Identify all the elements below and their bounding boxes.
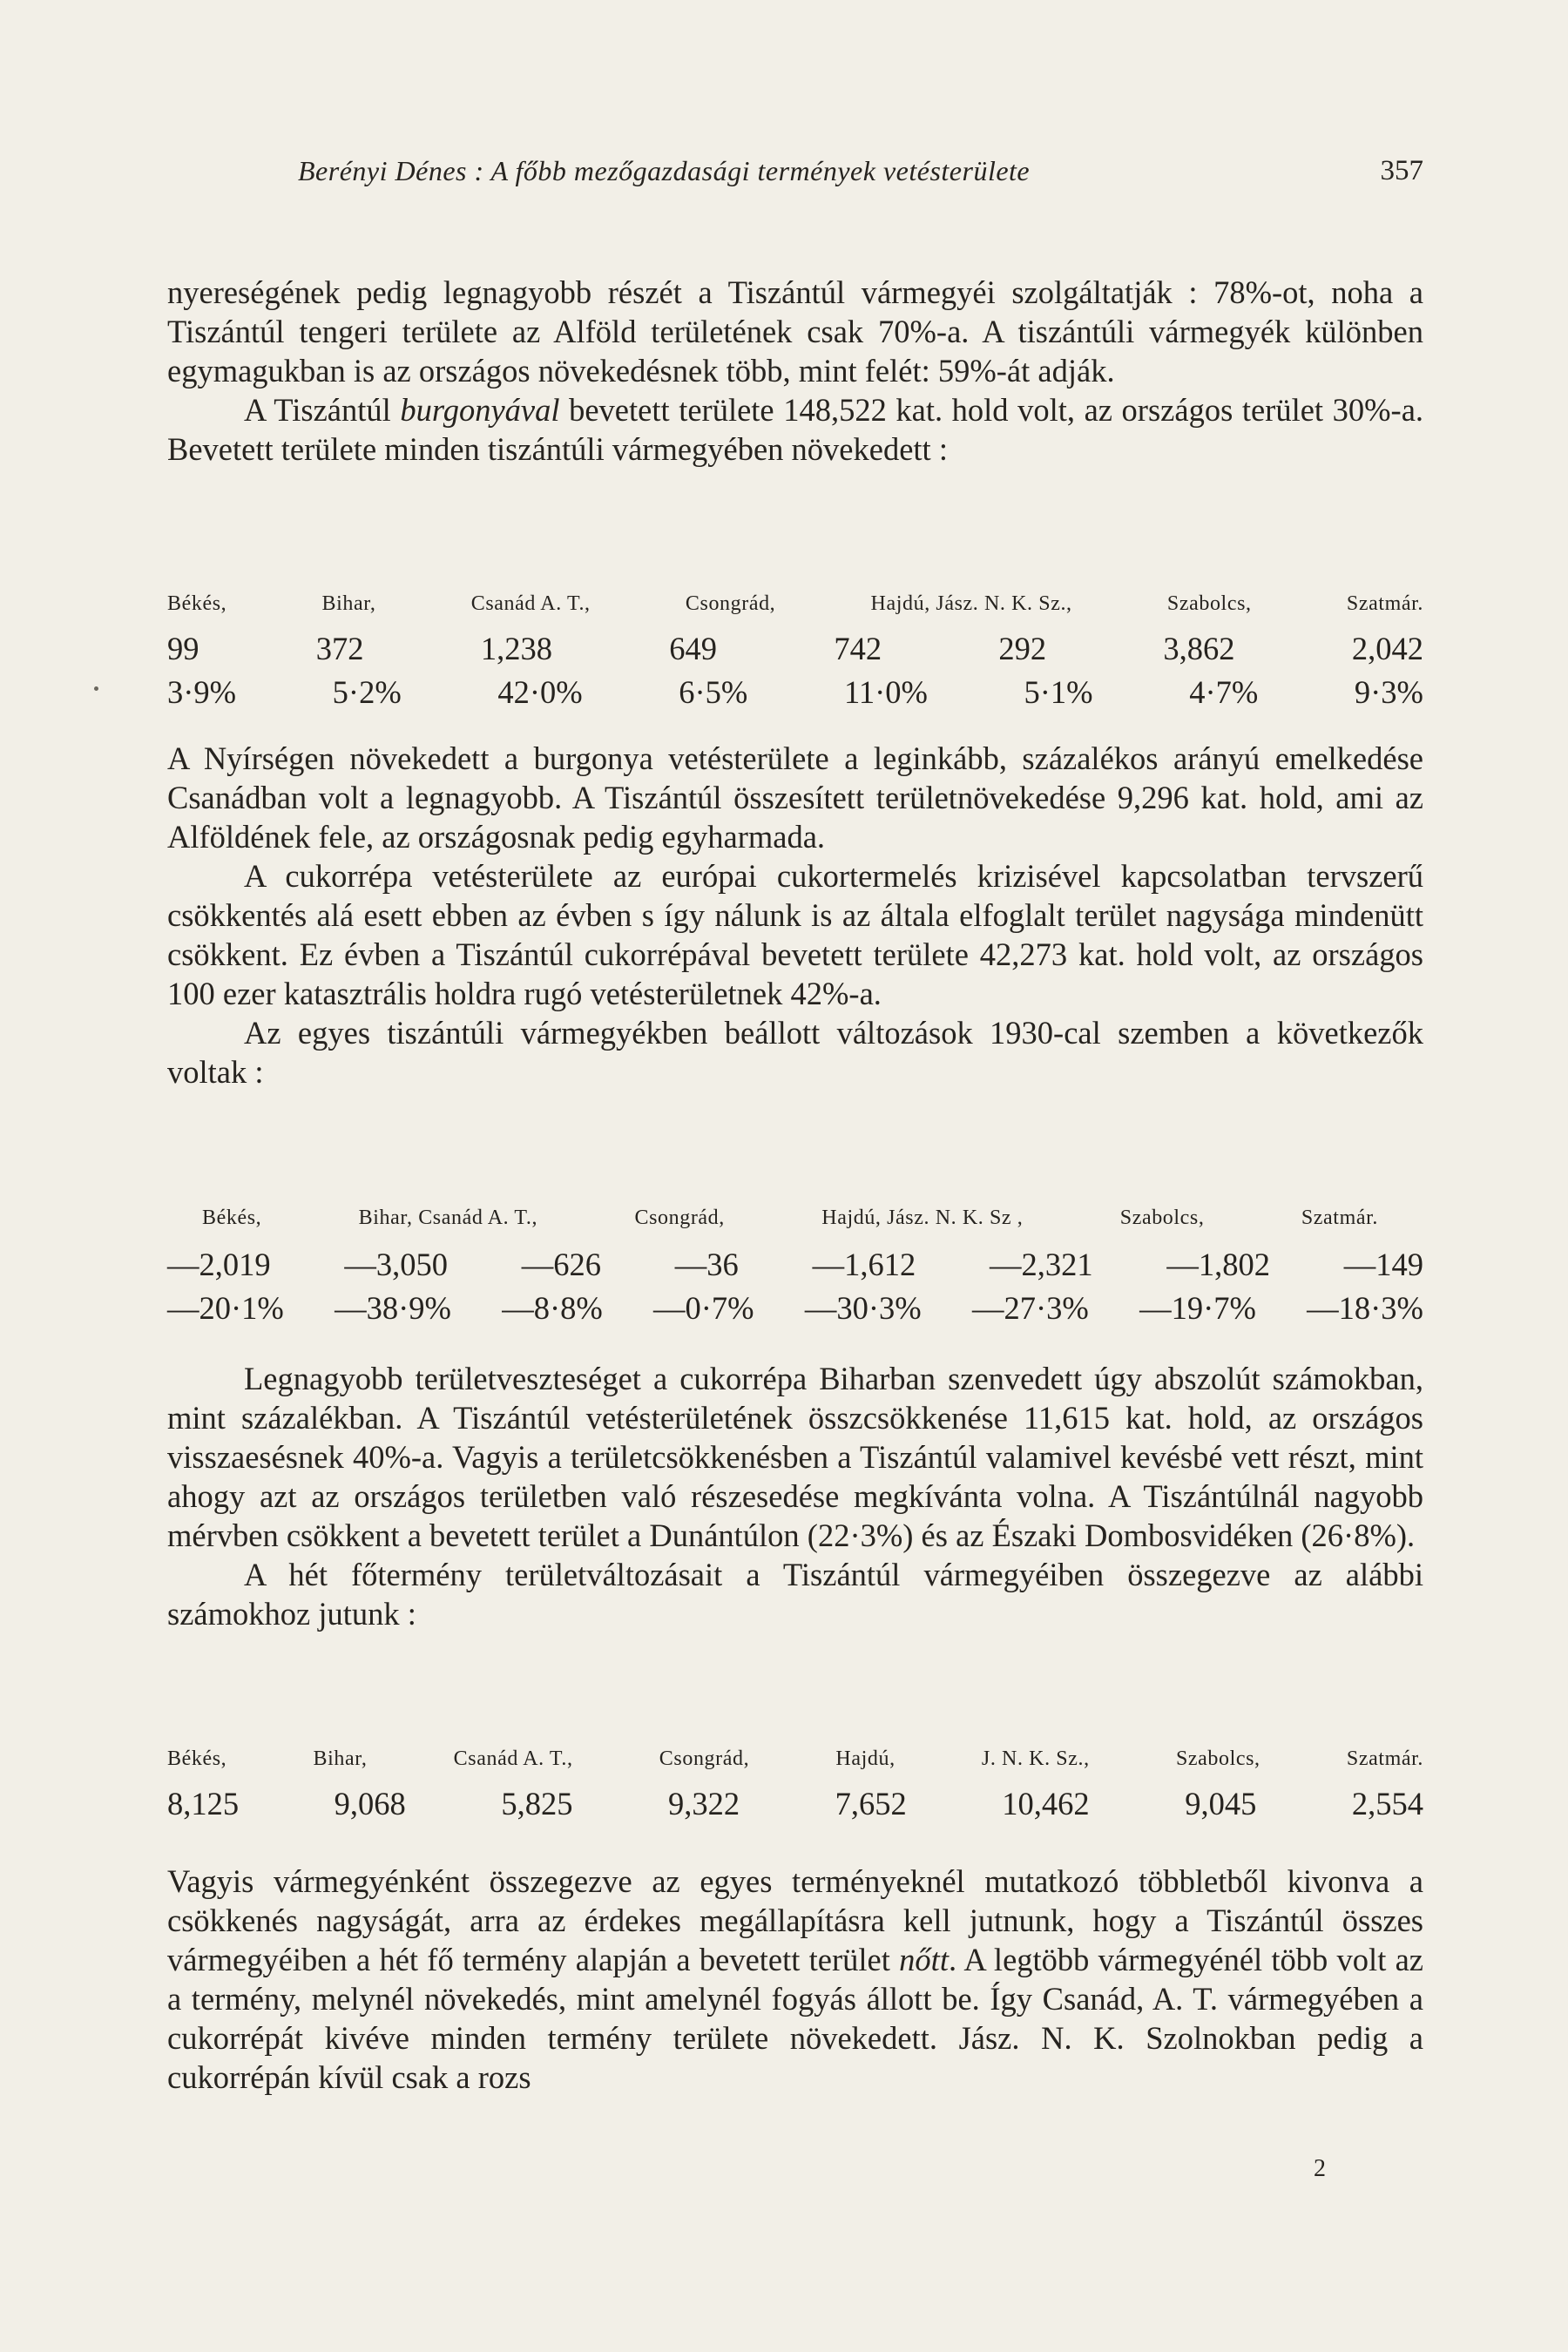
table-value-cell: 9,045 [1185,1786,1257,1821]
paragraph-1-text: nyereségének pedig legnagyobb részét a Tiszántúl vármegyéi szolgáltatják : 78%-ot, noha a Tiszántúl tengeri területe az Alföld területének csak 70%-a. A tiszántúli vármegyék különben egymagukban is az országos növekedésnek több, mint felét: 59%-át adják. [167,274,1423,389]
table-header-cell: Szatmár. [1346,1747,1423,1770]
table-percent-cell: —19·7% [1139,1290,1256,1326]
table-potato-value-row [167,630,1423,673]
table-potato-header-row [167,592,1423,616]
paragraph-6 [167,1359,1423,1633]
paragraph-6-text: Legnagyobb területveszteséget a cukorrépa Biharban szenvedett úgy abszolút számokban, mint százalékban. A Tiszántúl vetésterületének összcsökkenése 11,615 kat. hold, az országos visszaesésnek 40%-a. Vagyis a területcsökkenésben a Tiszántúl valamivel kevésbé vett részt, mint ahogy azt az országos területben való részesedése megkívánta volna. A Tiszántúlnál nagyobb mérvben csökkent a bevetett terület a Dunántúlon (22·3%) és az Északi Dombosvidéken (26·8%). [167,1361,1423,1553]
running-header [167,155,1423,193]
table-value-cell: 99 [167,631,199,666]
table-value-cell: —36 [674,1247,739,1282]
table-value-cell: —1,612 [812,1247,916,1282]
paragraph-8-emphasis: nőtt [899,1942,949,1977]
table-header-cell: Csongrád, [634,1206,725,1229]
table-header-cell: Bihar, [321,592,376,615]
table-header-cell: Csanád A. T., [470,592,591,615]
table-header-cell: Csongrád, [685,592,776,615]
table-percent-cell: —27·3% [971,1290,1089,1326]
paragraph-2 [167,390,1423,469]
table-value-cell: 2,554 [1351,1786,1423,1821]
table-header-cell: Bihar, [313,1747,368,1770]
margin-mark [94,686,98,691]
paragraph-5 [167,1013,1423,1092]
table-header-cell: Hajdú, [835,1747,896,1770]
table-potato [167,592,1423,717]
paragraph-2-pre: A Tiszántúl [244,392,391,428]
table-percent-cell: 42·0% [497,674,583,710]
table-header-cell: Szatmár. [1346,592,1423,615]
table-percent-cell: 4·7% [1189,674,1259,710]
table-value-cell: 292 [998,631,1047,666]
table-value-cell: 7,652 [835,1786,907,1821]
table-value-cell: 9,322 [667,1786,740,1821]
table-value-cell: 5,825 [501,1786,573,1821]
table-value-cell: —2,321 [989,1247,1093,1282]
table-percent-cell: 3·9% [167,674,237,710]
table-value-cell: 3,862 [1163,631,1235,666]
table-header-cell: J. N. K. Sz., [981,1747,1090,1770]
paragraph-3-text: A Nyírségen növekedett a burgonya vetésterülete a leginkább, százalékos arányú emelkedése Csanádban volt a legnagyobb. A Tiszántúl összesített területnövekedése 9,296 kat. hold, ami az Alföldének fele, az országosnak pedig egyharmada. [167,740,1423,855]
running-title: Berényi Dénes : A főbb mezőgazdasági termények vetésterülete [298,155,1031,186]
table-header-cell: Bihar, Csanád A. T., [358,1206,538,1229]
table-value-cell: —149 [1343,1247,1423,1282]
paragraph-8 [167,1862,1423,2097]
paragraph-3 [167,739,1423,1092]
table-value-cell: 2,042 [1351,631,1423,666]
table-value-cell: —3,050 [344,1247,449,1282]
table-header-cell: Hajdú, Jász. N. K. Sz , [821,1206,1024,1229]
paragraph-8-post: . A legtöbb vármegyénél több volt az a termény, melynél növekedés, mint amelynél fogyás állott be. Így Csanád, A. T. vármegyében a cukorrépát kivéve minden termény területe növekedett. Jász. N. K. Szolnokban pedig a cukorrépán kívül csak a rozs [167,1942,1424,2095]
paragraph-4-text: A cukorrépa vetésterülete az európai cukortermelés krizisével kapcsolatban tervszerű csökkentés alá esett ebben az évben s így nálunk is az általa elfoglalt terület nagysága mindenütt csökkent. Ez évben a Tiszántúl cukorrépával bevetett területe 42,273 kat. hold volt, az országos 100 ezer katasztrális holdra rugó vetésterületnek 42%-a. [167,858,1423,1011]
table-header-cell: Csanád A. T., [453,1747,573,1770]
paragraph-7 [167,1555,1423,1633]
table-value-cell: 8,125 [167,1786,240,1821]
table-value-cell: 649 [669,631,718,666]
paragraph-2-emphasis: burgonyával [400,392,560,428]
table-percent-cell: 9·3% [1354,674,1423,710]
table-header-cell: Szabolcs, [1166,592,1252,615]
table-sugarbeet-value-row [167,1246,1423,1289]
table-summary-header-row [167,1747,1423,1771]
paragraph-4 [167,856,1423,1013]
table-header-cell: Hajdú, Jász. N. K. Sz., [870,592,1072,615]
table-sugarbeet [167,1206,1423,1333]
table-percent-cell: 5·1% [1024,674,1093,710]
table-header-cell: Szatmár. [1301,1206,1378,1229]
paragraph-8-pre: Vagyis vármegyénként összegezve az egyes terményeknél mutatkozó többletből kivonva a csökkenés nagyságát, arra az érdekes megállapításra kell jutnunk, hogy a Tiszántúl összes vármegyéiben a hét fő termény alapján a bevetett terület [167,1863,1423,1977]
table-percent-cell: —30·3% [804,1290,922,1326]
table-percent-cell: 11·0% [843,674,928,710]
table-header-cell: Békés, [167,592,227,615]
table-value-cell: —1,802 [1166,1247,1270,1282]
table-summary [167,1747,1423,1828]
table-percent-cell: —8·8% [502,1290,603,1326]
table-percent-cell: —0·7% [653,1290,754,1326]
table-sugarbeet-header-row [167,1206,1423,1230]
table-value-cell: 742 [834,631,882,666]
table-header-cell: Szabolcs, [1119,1206,1205,1229]
table-sugarbeet-percent-row [167,1289,1423,1333]
table-value-cell: 10,462 [1002,1786,1090,1821]
table-value-cell: 372 [315,631,364,666]
paragraph-1 [167,273,1423,469]
paragraph-5-text: Az egyes tiszántúli vármegyékben beállott változások 1930-cal szemben a következők voltak : [167,1015,1423,1090]
table-value-cell: —2,019 [167,1247,271,1282]
table-percent-cell: —38·9% [335,1290,451,1326]
table-value-cell: —626 [521,1247,602,1282]
table-value-cell: 1,238 [480,631,552,666]
table-header-cell: Szabolcs, [1175,1747,1260,1770]
table-percent-cell: 6·5% [679,674,748,710]
table-header-cell: Csongrád, [659,1747,750,1770]
table-value-cell: 9,068 [334,1786,406,1821]
table-percent-cell: 5·2% [332,674,402,710]
table-header-cell: Békés, [167,1747,227,1770]
table-summary-value-row [167,1785,1423,1828]
table-potato-percent-row [167,673,1423,717]
table-percent-cell: —20·1% [167,1290,284,1326]
page-number: 357 [1380,155,1423,186]
table-header-cell: Békés, [202,1206,262,1229]
signature-mark: 2 [1314,2155,1326,2182]
table-percent-cell: —18·3% [1307,1290,1423,1326]
paragraph-7-text: A hét főtermény területváltozásait a Tiszántúl vármegyéiben összegezve az alábbi számokhoz jutunk : [167,1557,1423,1632]
paragraph-2-post: bevetett területe 148,522 kat. hold volt, az országos terület 30%-a. Bevetett területe minden tiszántúli vármegyében növekedett : [167,392,1424,467]
